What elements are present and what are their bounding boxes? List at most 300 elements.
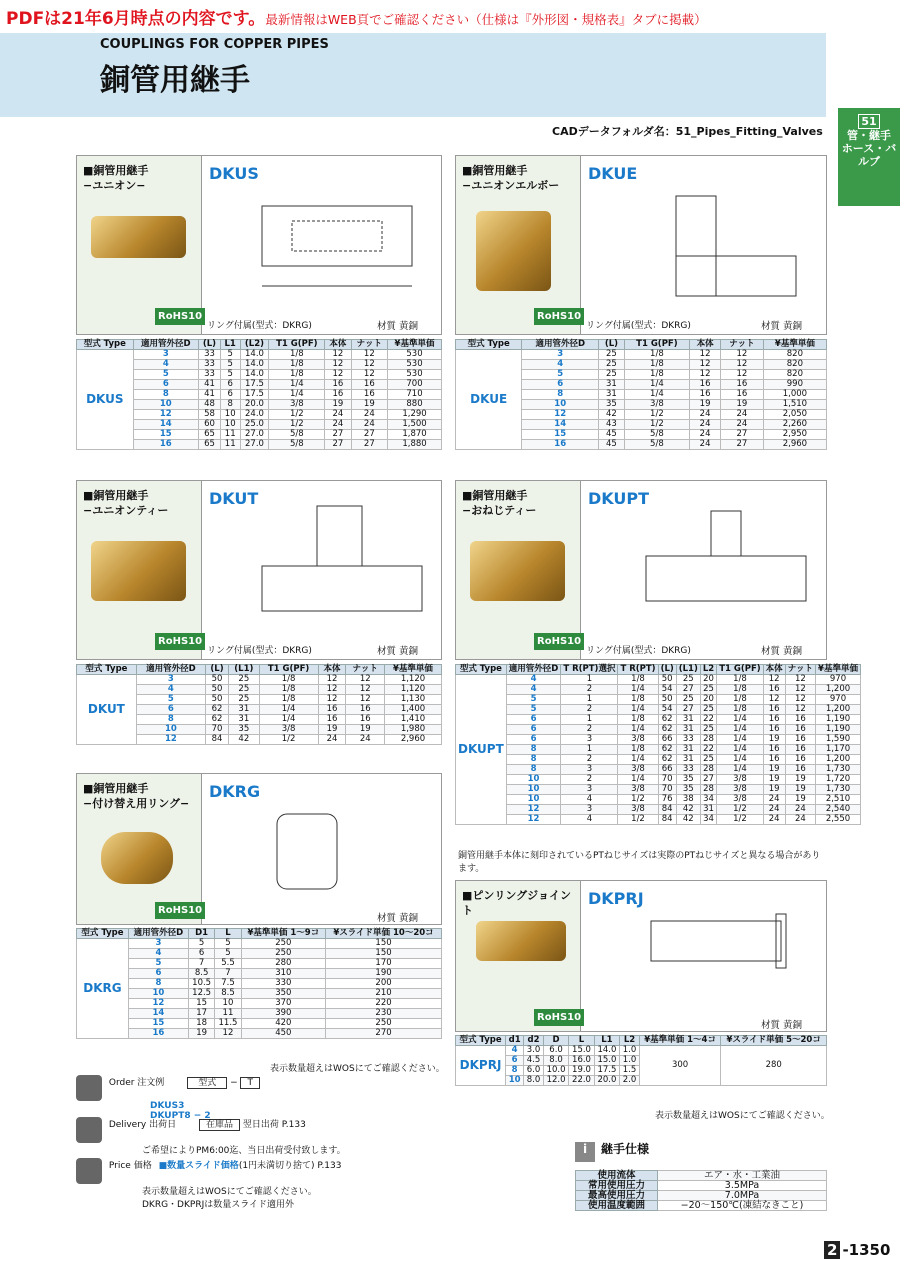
page-title: 銅管用継手	[100, 63, 250, 98]
table-cell: 2	[561, 755, 618, 765]
table-row	[456, 725, 861, 735]
table-cell: 12	[136, 735, 205, 745]
table-cell: 5	[506, 705, 561, 715]
rohs-badge: RoHS10	[155, 633, 205, 650]
table-cell: 16	[690, 390, 721, 400]
table-cell: 1,200	[816, 685, 861, 695]
table-cell: 24	[690, 430, 721, 440]
table-row	[77, 675, 442, 685]
table-cell: 1/4	[717, 755, 763, 765]
table-cell: 12	[785, 695, 815, 705]
table-cell: 1/8	[624, 350, 689, 360]
table-cell: 16	[318, 705, 346, 715]
order-icon	[76, 1075, 102, 1101]
table-cell: 7	[188, 959, 214, 969]
table-cell: 6	[136, 705, 205, 715]
table-cell: 6	[506, 735, 561, 745]
table-cell: 28	[700, 765, 716, 775]
table-cell: 1/8	[717, 695, 763, 705]
dkrg-label: ■銅管用継手 −付け替え用リング− RoHS10	[77, 774, 202, 924]
table-header: ¥基準単価	[763, 340, 826, 350]
table-cell: 62	[205, 705, 228, 715]
table-row	[77, 949, 442, 959]
table-cell: 1	[561, 745, 618, 755]
table-cell: 12	[128, 999, 188, 1009]
dkus-code: DKUS	[209, 164, 259, 183]
table-cell: 2,050	[763, 410, 826, 420]
table-cell: 27.0	[240, 430, 269, 440]
table-cell: 1/2	[717, 805, 763, 815]
table-header: (L)	[205, 665, 228, 675]
table-cell: 17.5	[240, 390, 269, 400]
table-cell: 16	[785, 715, 815, 725]
table-cell: 1.0	[620, 1056, 640, 1066]
table-cell: 3/8	[717, 785, 763, 795]
dkrg-panel	[76, 773, 442, 925]
table-cell: 15	[128, 1019, 188, 1029]
table-cell: 8	[220, 400, 240, 410]
table-cell: 6	[220, 380, 240, 390]
table-cell: 5	[220, 370, 240, 380]
table-header: 本体	[763, 665, 785, 675]
table-cell: 2	[561, 685, 618, 695]
table-cell: 24	[325, 410, 351, 420]
table-cell: 1,170	[816, 745, 861, 755]
table-cell: 150	[326, 939, 442, 949]
table-cell: 420	[241, 1019, 325, 1029]
side-tab[interactable]: 51 管・継手 ホース・バルブ	[838, 108, 900, 206]
table-cell: 1/8	[717, 685, 763, 695]
table-cell: 17.5	[594, 1066, 619, 1076]
table-cell: 19.0	[569, 1066, 594, 1076]
table-cell: 14	[522, 420, 599, 430]
table-header: 型式 Type	[456, 340, 522, 350]
table-header: ¥基準単価	[384, 665, 441, 675]
table-cell: 1,400	[384, 705, 441, 715]
table-cell: 62	[658, 725, 676, 735]
table-header: ¥基準単価	[816, 665, 861, 675]
table-cell: 17	[188, 1009, 214, 1019]
dkus-table	[76, 339, 442, 450]
table-cell: 25	[599, 350, 625, 360]
type-code: DKUE	[456, 350, 522, 450]
table-cell: 12.0	[543, 1076, 568, 1086]
table-cell: 1/4	[717, 745, 763, 755]
table-cell: 310	[241, 969, 325, 979]
table-cell: 150	[326, 949, 442, 959]
table-cell: 15	[133, 430, 198, 440]
table-cell: 50	[205, 695, 228, 705]
table-header: (L)	[599, 340, 625, 350]
table-cell: 24	[785, 805, 815, 815]
table-cell: 25	[229, 695, 260, 705]
table-cell: 50	[658, 675, 676, 685]
table-cell: 19	[690, 400, 721, 410]
table-cell: 2,950	[763, 430, 826, 440]
table-cell: 6	[188, 949, 214, 959]
table-cell: 42	[229, 735, 260, 745]
table-cell: 200	[326, 979, 442, 989]
table-cell: 19	[721, 400, 764, 410]
table-cell: 25	[676, 695, 700, 705]
table-cell: 62	[658, 745, 676, 755]
table-cell: 5/8	[624, 440, 689, 450]
table-cell: 250	[241, 939, 325, 949]
table-cell: 25	[229, 685, 260, 695]
table-cell: 12	[351, 350, 387, 360]
dkprj-panel	[455, 880, 827, 1032]
table-header: ナット	[785, 665, 815, 675]
dkprj-photo	[476, 921, 566, 961]
table-cell: 16	[785, 755, 815, 765]
table-cell: 22	[700, 715, 716, 725]
table-cell: 10	[506, 1076, 524, 1086]
table-cell: 12	[721, 370, 764, 380]
table-cell: 31	[676, 715, 700, 725]
table-cell: 1/4	[618, 755, 658, 765]
table-header: 適用管外径D	[522, 340, 599, 350]
table-cell: 27	[676, 705, 700, 715]
dkupt-table	[455, 664, 861, 825]
dkut-drawing	[247, 491, 437, 636]
table-cell: 38	[676, 795, 700, 805]
table-cell: 5	[522, 370, 599, 380]
table-cell: 12	[318, 685, 346, 695]
table-cell: 84	[205, 735, 228, 745]
table-cell: 16	[351, 380, 387, 390]
material-note: 材質 黄銅	[377, 321, 419, 332]
table-header: 適用管外径D	[133, 340, 198, 350]
table-cell: 1,290	[388, 410, 442, 420]
table-header: D	[543, 1036, 568, 1046]
price-block: Price 価格 ■数量スライド価格(1円未満切り捨て) P.133 表示数量超えはWOSにてご確認ください。 DKRG・DKPRJは数量スライド適用外	[76, 1158, 342, 1210]
spec-row	[576, 1171, 827, 1181]
table-cell: 1/2	[624, 410, 689, 420]
table-cell: 250	[241, 949, 325, 959]
table-cell: 19	[318, 725, 346, 735]
table-cell: 12	[346, 685, 384, 695]
table-cell: 42	[599, 410, 625, 420]
table-cell: 2	[561, 725, 618, 735]
table-cell: 31	[700, 805, 716, 815]
table-cell: 19	[351, 400, 387, 410]
table-cell: 62	[658, 715, 676, 725]
table-cell: 6	[506, 725, 561, 735]
table-cell: 19	[763, 785, 785, 795]
table-cell: 2,510	[816, 795, 861, 805]
table-cell: 15	[188, 999, 214, 1009]
table-cell: 12	[785, 705, 815, 715]
table-cell: 1,200	[816, 755, 861, 765]
ring-note: リング付属(型式：DKRG)	[207, 321, 312, 331]
table-cell: 4	[561, 795, 618, 805]
dkrg-note: 表示数量超えはWOSにてご確認ください。	[270, 1064, 445, 1074]
table-cell: 270	[326, 1029, 442, 1039]
table-cell: 1/8	[259, 685, 318, 695]
table-cell: 60	[199, 420, 221, 430]
dkue-photo	[476, 211, 551, 291]
dkupt-label: ■銅管用継手 −おねじティー RoHS10	[456, 481, 581, 659]
table-cell: 12	[763, 695, 785, 705]
dkupt-drawing	[631, 501, 821, 631]
table-cell: 3	[128, 939, 188, 949]
table-cell: 2	[561, 775, 618, 785]
table-cell: 41	[199, 390, 221, 400]
table-cell: 19	[785, 785, 815, 795]
table-cell: 5.5	[215, 959, 241, 969]
table-cell: 1	[561, 715, 618, 725]
table-cell: 84	[658, 815, 676, 825]
table-cell: 5	[136, 695, 205, 705]
table-row	[456, 805, 861, 815]
table-cell: 1,120	[384, 675, 441, 685]
table-header: (L)	[199, 340, 221, 350]
table-header: 本体	[325, 340, 351, 350]
dkprj-table	[455, 1035, 827, 1086]
table-cell: 11	[220, 440, 240, 450]
table-cell: 24.0	[240, 410, 269, 420]
table-cell: 62	[205, 715, 228, 725]
table-cell: 25	[700, 685, 716, 695]
rohs-badge: RoHS10	[534, 308, 584, 325]
table-cell: 3/8	[618, 785, 658, 795]
table-cell: 16	[785, 725, 815, 735]
table-cell: 24	[351, 420, 387, 430]
dkupt-note: 銅管用継手本体に刻印されているPTねじサイズは実際のPTねじサイズと異なる場合があります。	[458, 851, 821, 874]
dkprj-code: DKPRJ	[588, 889, 644, 908]
delivery-block: Delivery 出荷日 在庫品 翌日出荷 P.133 ご希望によりPM6:00迄、当日出荷受付致します。	[76, 1117, 346, 1156]
table-header: T1 G(PF)	[717, 665, 763, 675]
table-cell: 5	[220, 360, 240, 370]
table-header: (L1)	[229, 665, 260, 675]
table-cell: 12	[506, 815, 561, 825]
pdf-notice: PDFは21年6月時点の内容です。最新情報はWEB頁でご確認ください（仕様は『外形図・規格表』タブに掲載）	[6, 9, 707, 29]
table-cell: 820	[763, 350, 826, 360]
table-cell: 19	[763, 775, 785, 785]
table-cell: 1/8	[259, 695, 318, 705]
table-cell: 10	[128, 989, 188, 999]
table-cell: 3/8	[259, 725, 318, 735]
table-cell: 8	[522, 390, 599, 400]
table-cell: 12	[690, 350, 721, 360]
table-cell: 14.0	[240, 360, 269, 370]
table-cell: 33	[199, 360, 221, 370]
table-cell: 5/8	[269, 430, 325, 440]
table-cell: 4	[561, 815, 618, 825]
table-cell: 1,200	[816, 705, 861, 715]
table-cell: 16	[763, 685, 785, 695]
table-cell: 24	[721, 420, 764, 430]
table-cell: 31	[599, 390, 625, 400]
type-code: DKUPT	[456, 675, 507, 825]
ring-note: リング付属(型式：DKRG)	[586, 321, 691, 331]
table-cell: 1/2	[618, 795, 658, 805]
table-cell: 34	[700, 815, 716, 825]
table-cell: 3	[522, 350, 599, 360]
table-header: 型式 Type	[77, 929, 129, 939]
table-cell: 1/8	[269, 360, 325, 370]
table-cell: 25	[700, 705, 716, 715]
table-cell: 3	[133, 350, 198, 360]
table-cell: 12	[318, 695, 346, 705]
material-note: 材質 黄銅	[761, 1020, 803, 1031]
table-cell: 1,510	[763, 400, 826, 410]
info-icon: i	[575, 1142, 595, 1162]
table-cell: 190	[326, 969, 442, 979]
table-header: ナット	[346, 665, 384, 675]
table-header: T1 G(PF)	[624, 340, 689, 350]
table-row	[456, 765, 861, 775]
table-cell: 530	[388, 360, 442, 370]
table-cell: 12	[506, 805, 561, 815]
table-header: L2	[700, 665, 716, 675]
table-cell: 31	[229, 705, 260, 715]
table-header: d2	[524, 1036, 544, 1046]
table-cell: 1/2	[717, 815, 763, 825]
table-cell: 19	[763, 765, 785, 775]
table-cell: 5/8	[269, 440, 325, 450]
table-cell: 24	[785, 815, 815, 825]
table-cell: 27	[721, 440, 764, 450]
table-cell: 11.5	[215, 1019, 241, 1029]
table-cell: 10	[506, 775, 561, 785]
page-number: 2 -1350	[824, 1241, 890, 1259]
spec-cell: 使用温度範囲	[576, 1201, 658, 1211]
table-cell: 1/2	[618, 815, 658, 825]
table-cell: 27	[676, 685, 700, 695]
table-row	[456, 350, 827, 360]
table-cell: 8.5	[215, 989, 241, 999]
table-header: 本体	[690, 340, 721, 350]
table-cell: 24	[346, 735, 384, 745]
table-cell: 8	[133, 390, 198, 400]
table-header: ¥スライド単価 5〜20コ	[721, 1036, 827, 1046]
table-cell: 5	[128, 959, 188, 969]
table-cell: 8	[506, 745, 561, 755]
table-cell: 16	[133, 440, 198, 450]
table-cell: 31	[676, 745, 700, 755]
table-cell: 19	[763, 735, 785, 745]
table-row	[456, 705, 861, 715]
table-cell: 350	[241, 989, 325, 999]
table-cell: 16	[763, 725, 785, 735]
dkut-code: DKUT	[209, 489, 259, 508]
table-row	[456, 695, 861, 705]
table-cell: 41	[199, 380, 221, 390]
table-cell: 14.0	[240, 350, 269, 360]
table-cell: 6	[506, 715, 561, 725]
table-cell: 33	[199, 350, 221, 360]
table-cell: 5	[188, 939, 214, 949]
table-cell: 990	[763, 380, 826, 390]
table-cell: 6.0	[524, 1066, 544, 1076]
table-header: L1	[594, 1036, 619, 1046]
table-cell: 12	[318, 675, 346, 685]
table-cell: 4.5	[524, 1056, 544, 1066]
table-cell: 1.5	[620, 1066, 640, 1076]
table-cell: 22.0	[569, 1076, 594, 1086]
table-cell: 1/4	[269, 390, 325, 400]
table-cell: 1/2	[259, 735, 318, 745]
dkus-panel	[76, 155, 442, 335]
ring-note: リング付属(型式：DKRG)	[207, 646, 312, 656]
table-cell: 710	[388, 390, 442, 400]
table-cell: 170	[326, 959, 442, 969]
table-cell: 54	[658, 685, 676, 695]
table-cell: 7	[215, 969, 241, 979]
table-header: ナット	[721, 340, 764, 350]
table-cell: 16	[721, 390, 764, 400]
table-cell: 1/4	[624, 380, 689, 390]
table-cell: 66	[658, 765, 676, 775]
table-header: 適用管外径D	[136, 665, 205, 675]
table-cell: 210	[326, 989, 442, 999]
table-header: 適用管外径D	[506, 665, 561, 675]
table-cell: 12	[325, 350, 351, 360]
table-cell: 1/2	[624, 420, 689, 430]
table-cell: 1,730	[816, 765, 861, 775]
dkut-photo	[91, 541, 186, 601]
table-cell: 19	[188, 1029, 214, 1039]
table-cell: 24	[690, 410, 721, 420]
table-cell: 1/2	[269, 410, 325, 420]
table-cell: 1	[561, 675, 618, 685]
material-note: 材質 黄銅	[377, 913, 419, 924]
table-cell: 1	[561, 695, 618, 705]
table-cell: 8	[506, 765, 561, 775]
table-cell: 34	[700, 795, 716, 805]
table-cell: 16.0	[569, 1056, 594, 1066]
table-cell: 1/8	[618, 695, 658, 705]
table-cell: 280	[241, 959, 325, 969]
table-cell: 12.5	[188, 989, 214, 999]
table-cell: 12	[785, 685, 815, 695]
table-cell: 28	[700, 785, 716, 795]
table-cell: 50	[205, 685, 228, 695]
table-cell: 1/4	[618, 775, 658, 785]
table-header: T1 G(PF)	[259, 665, 318, 675]
table-cell: 10	[506, 795, 561, 805]
table-cell: 12	[522, 410, 599, 420]
spec-cell: 最高使用圧力	[576, 1191, 658, 1201]
table-cell: 1,410	[384, 715, 441, 725]
table-cell: 5	[506, 695, 561, 705]
table-cell: 28	[700, 735, 716, 745]
table-cell: 12	[325, 370, 351, 380]
table-cell: 8.5	[188, 969, 214, 979]
table-cell: 19	[346, 725, 384, 735]
table-cell: 24	[351, 410, 387, 420]
order-block: Order 注文例 型式 − T DKUS3 DKUPT8 − 2	[76, 1075, 260, 1121]
table-cell: 31	[676, 725, 700, 735]
cad-folder: CADデータフォルダ名：51_Pipes_Fitting_Valves	[552, 125, 823, 138]
table-cell: 15	[522, 430, 599, 440]
table-cell: 35	[229, 725, 260, 735]
table-cell: 8	[506, 755, 561, 765]
table-cell: 1/8	[717, 705, 763, 715]
table-header: T1 G(PF)	[269, 340, 325, 350]
table-cell: 3/8	[618, 735, 658, 745]
table-row	[456, 795, 861, 805]
table-header: L	[215, 929, 241, 939]
price-cell: 280	[721, 1046, 827, 1086]
table-cell: 330	[241, 979, 325, 989]
table-cell: 1/4	[717, 715, 763, 725]
table-cell: 20.0	[594, 1076, 619, 1086]
table-cell: 33	[199, 370, 221, 380]
table-cell: 1/4	[717, 735, 763, 745]
dkrg-table	[76, 928, 442, 1039]
